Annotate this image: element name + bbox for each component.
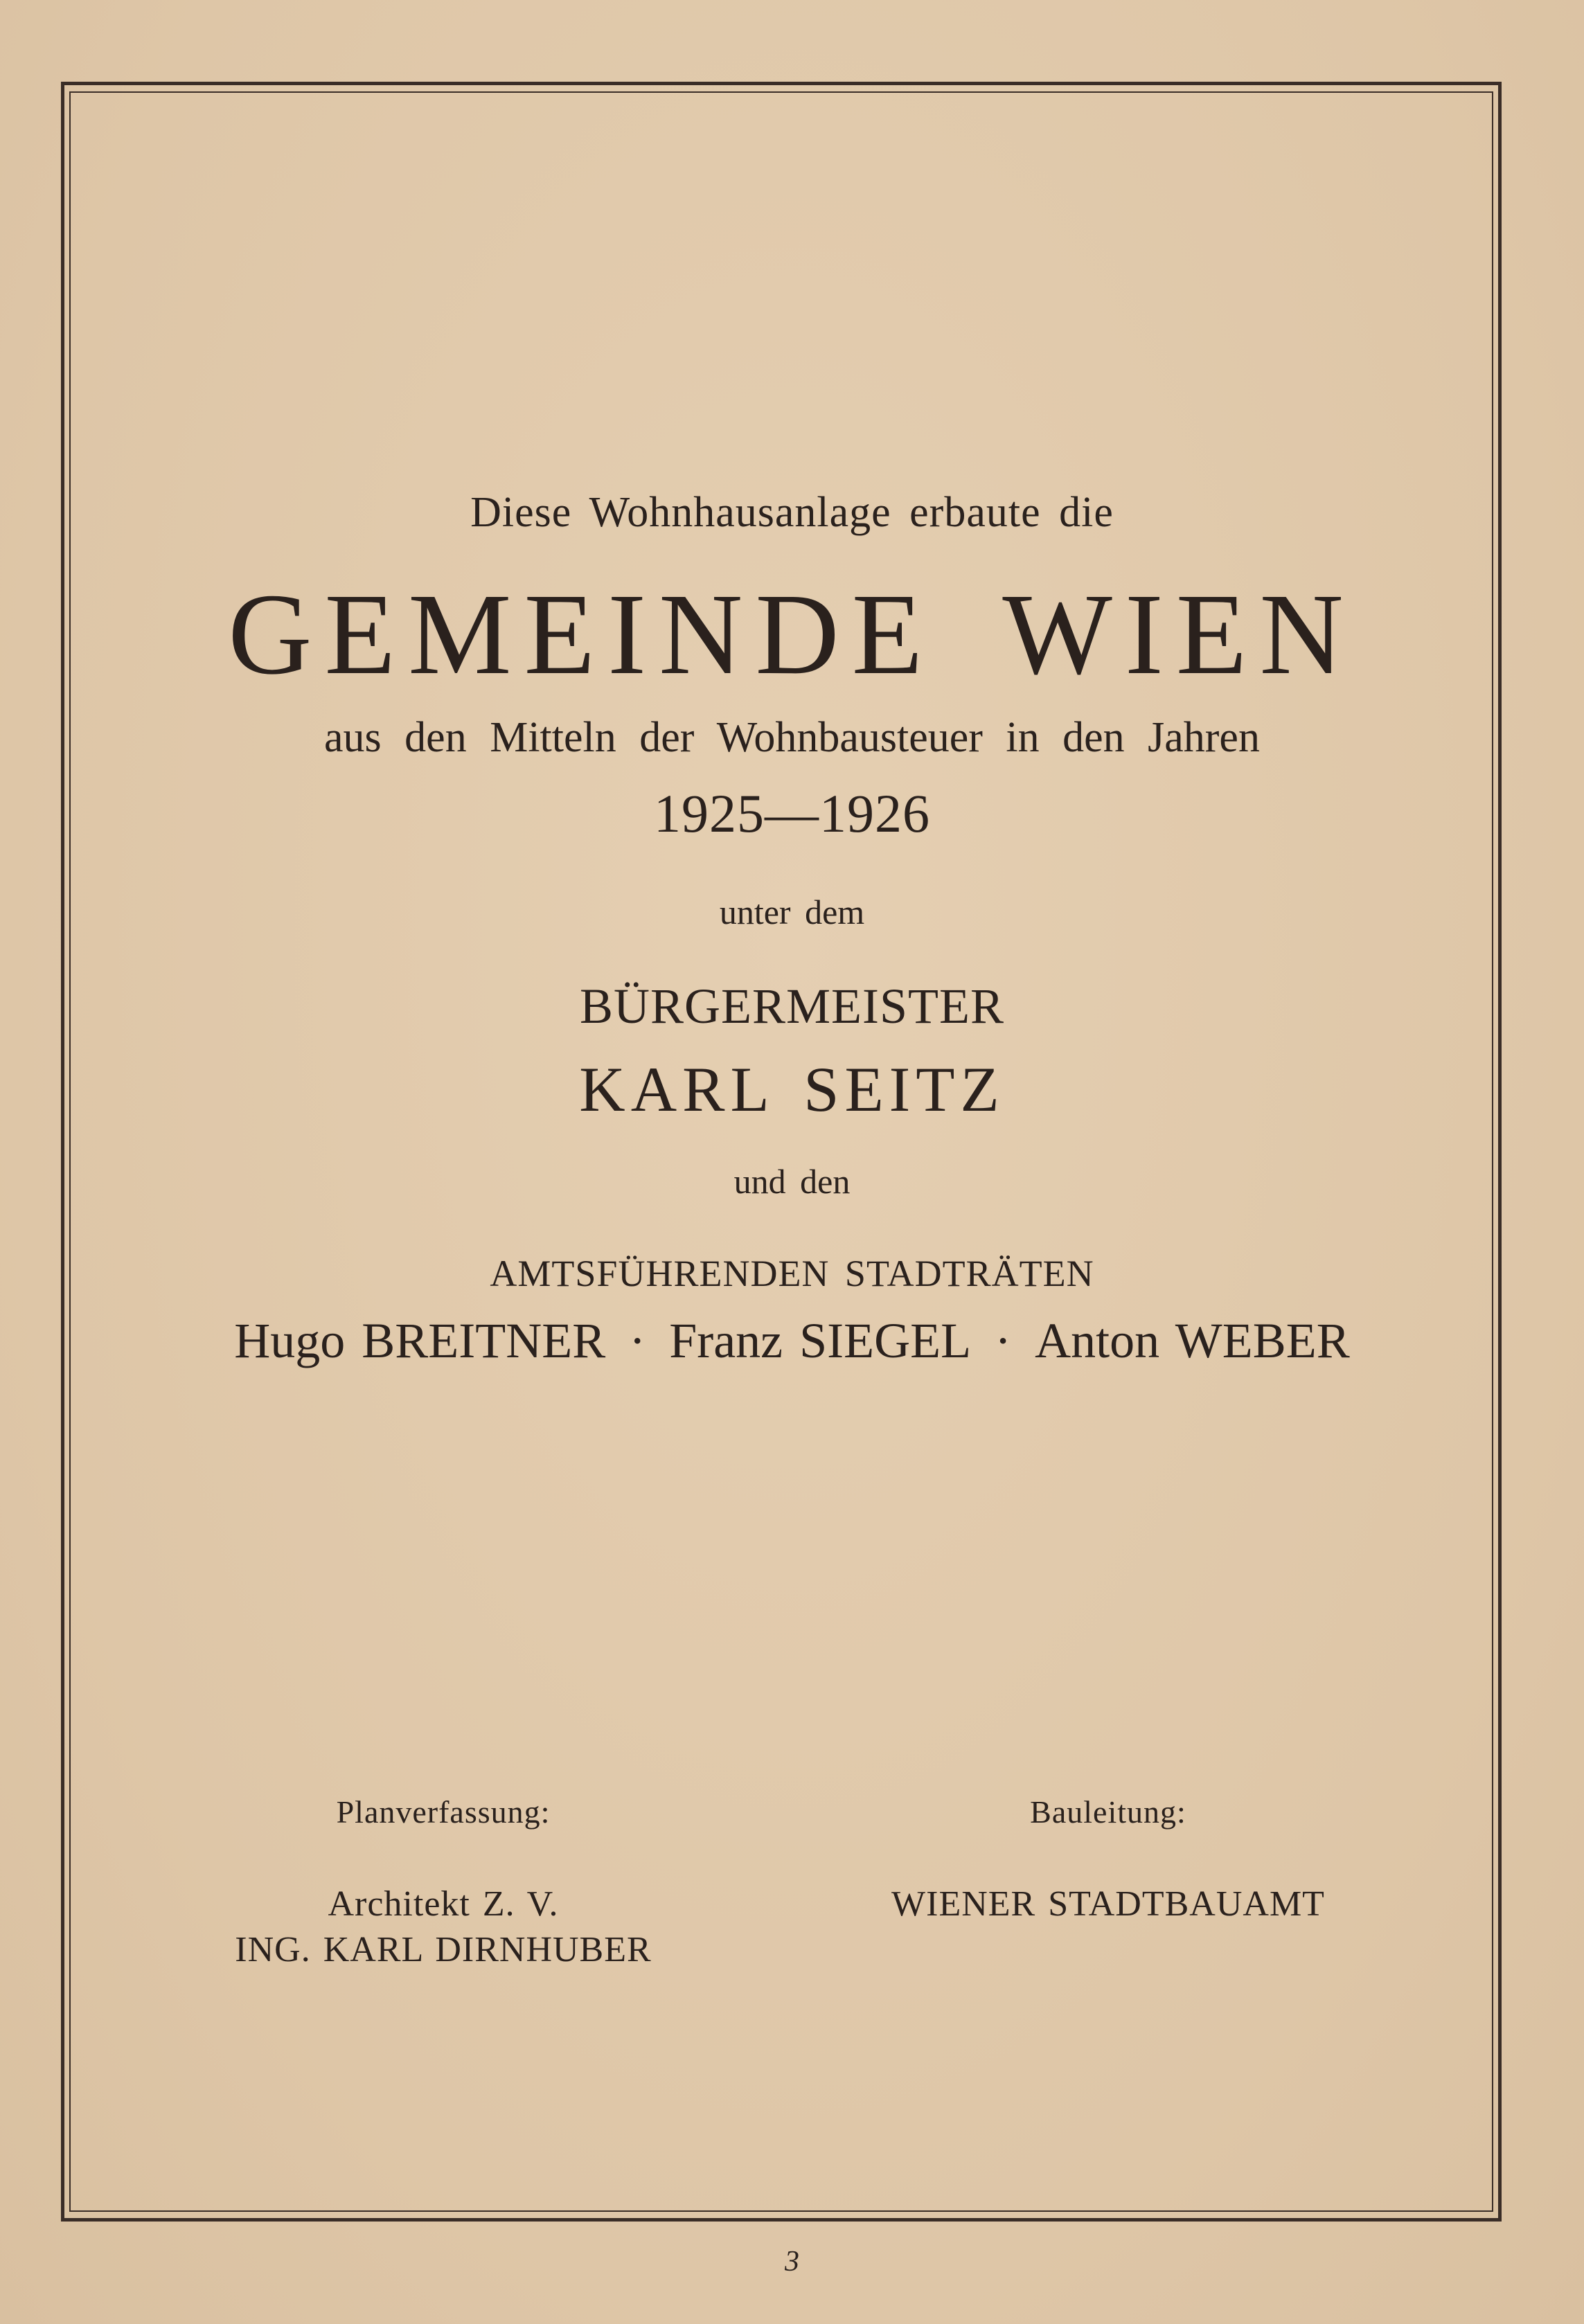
mayor-name: KARL SEITZ — [579, 1054, 1005, 1125]
separator-dot: · — [995, 1313, 1012, 1368]
intro-text: Diese Wohnhausanlage erbaute die — [470, 489, 1114, 536]
planning-label: Planverfassung: — [336, 1794, 551, 1830]
councils-title: AMTSFÜHRENDEN STADTRÄTEN — [490, 1253, 1094, 1294]
councillor-name: Franz SIEGEL — [669, 1313, 972, 1368]
planning-architect: Architekt Z. V. — [328, 1884, 559, 1924]
planning-name: ING. KARL DIRNHUBER — [235, 1930, 652, 1969]
councillor-name: Hugo BREITNER — [234, 1313, 606, 1368]
councillor-name: Anton WEBER — [1035, 1313, 1350, 1368]
planning-block — [159, 1794, 727, 1973]
construction-office: WIENER STADTBAUAMT — [891, 1884, 1325, 1924]
years-text: 1925—1926 — [654, 783, 930, 843]
mayor-title: BÜRGERMEISTER — [579, 978, 1005, 1034]
separator-dot: · — [629, 1313, 646, 1368]
and-text: und den — [733, 1162, 851, 1201]
headline-title: GEMEINDE WIEN — [228, 570, 1356, 699]
page-number: 3 — [785, 2246, 799, 2278]
construction-block — [831, 1794, 1385, 1927]
under-text: unter dem — [719, 893, 865, 931]
funding-text: aus den Mitteln der Wohnbausteuer in den Jahren — [324, 714, 1260, 761]
councillors-list — [0, 1312, 1584, 1370]
construction-label: Bauleitung: — [1030, 1794, 1186, 1830]
